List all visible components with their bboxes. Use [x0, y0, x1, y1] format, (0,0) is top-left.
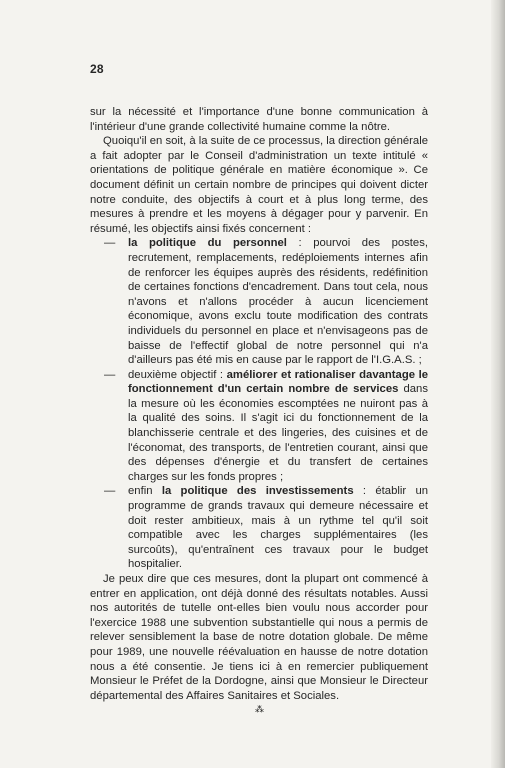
bullet-pre: enfin — [128, 485, 162, 498]
bullet-post: : établir un programme de grands travaux qui demeure nécessaire et doit rester ambitieux, mais à un rythme tel qu'il soit compatible avec les charges supplémentaires (les surcoûts), qu'entraînent ces travaux pour le budget hospitalier. — [128, 485, 429, 571]
paragraph-3: Je peux dire que ces mesures, dont la plupart ont commencé à entrer en application, ont déjà donné des résultats notables. Aussi nos autorités de tutelle ont-elles bien voulu nous accorder pour l'exercice 1988 une subvention substantielle qui nous a permis de relever sensiblement la base de notre dotation globale. De même pour 1989, une nouvelle réévaluation en hausse de notre dotation nous a été consentie. Je tiens ici à en remercier publiquement Monsieur le Préfet de la Dordogne, ainsi que Monsieur le Directeur départemental des Affaires Sanitaires et Sociales. — [90, 573, 428, 702]
bullet-strong: la politique des investissements — [161, 485, 354, 498]
page-edge-shadow — [491, 0, 505, 768]
paragraph-2: Quoiqu'il en soit, à la suite de ce processus, la direction générale a fait adopter par le Conseil d'administration un texte intitulé « orientations de politique générale en matière économique ». Ce document définit un certain nombre de principes qui doivent dicter notre conduite, des objectifs à court et à plus long terme, des mesures à prendre et les moyens à dégager pour y parvenir. En résumé, les objectifs ainsi fixés concernent : — [90, 135, 428, 235]
bullet-post: : pourvoi des postes, recrutement, remplacements, redéploiements internes afin de renforcer les équipes auprès des résidents, redéfinition de certaines fonctions d'encadrement. Dans tout cela, nous n'avons et n'allons procéder à aucun licenciement économique, avons exclu toute modification des contrats individuels du personnel en place et n'envisageons pas de baisse de l'effectif global de notre personnel qui n'a d'ailleurs pas été mis en cause par le rapport de l'I.G.A.S. ; — [128, 237, 429, 367]
objectives-list — [90, 236, 428, 572]
list-item — [90, 484, 428, 572]
dash-marker: — — [104, 485, 116, 498]
paragraph-1: sur la nécessité et l'importance d'une bonne communication à l'intérieur d'une grande collectivité humaine comme la nôtre. — [90, 106, 428, 133]
list-item — [90, 368, 428, 485]
page-number: 28 — [90, 62, 104, 76]
dash-marker: — — [104, 237, 116, 250]
asterism-ornament: ⁂ — [255, 704, 263, 715]
body-text — [90, 105, 428, 715]
bullet-post: dans la mesure où les économies escomptées ne nuiront pas à la qualité des soins. Il s'agit ici du fonctionnement de la blanchisserie centrale et des lingeries, des cuisines et de l'économat, des transports, de l'entretien courant, ainsi que des dépenses d'énergie et du transfert de certaines charges sur les fonds propres ; — [128, 383, 428, 483]
bullet-strong: la politique du personnel — [128, 237, 287, 250]
bullet-strong: améliorer et rationaliser davantage le fonctionnement d'un certain nombre de services — [128, 368, 428, 396]
list-item — [90, 236, 428, 367]
bullet-pre: deuxième objectif : — [128, 368, 227, 381]
dash-marker: — — [104, 368, 116, 381]
